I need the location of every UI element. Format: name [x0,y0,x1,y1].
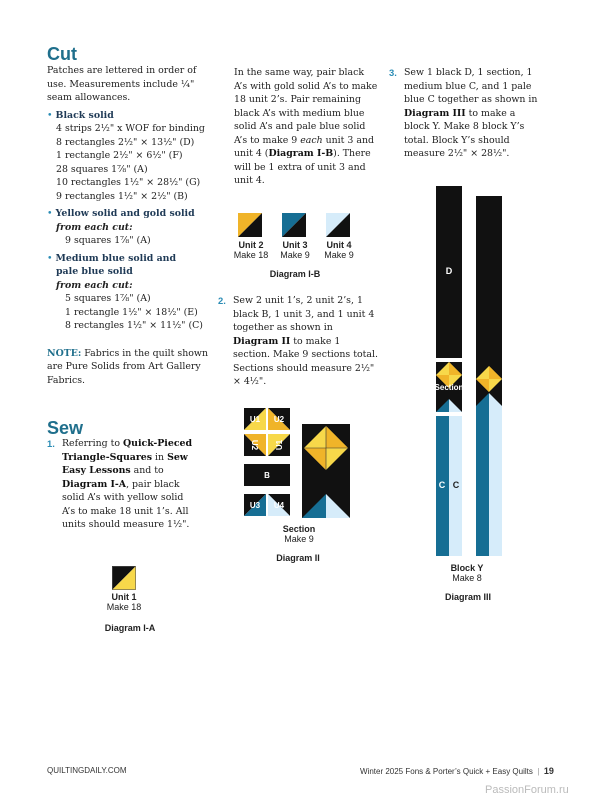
cut-line: 9 squares 1⅞" (A) [65,235,151,246]
page-number: 19 [543,766,554,776]
unit-2-title: Unit 2 [238,240,264,250]
cut-line: 28 squares 1⅞" (A) [56,163,148,175]
ref-diagram-ia: Diagram I-A [62,478,127,490]
iii-block-assembled [476,196,502,556]
para-text: ). There will be 1 extra of unit 3 and unit 4. [234,148,371,186]
ii-label-u4: U4 [273,501,285,510]
diagram-ib-squares [238,213,358,238]
ii-label-b: B [264,471,270,480]
diagram-ii-art [244,408,354,520]
ref-diagram-ii: Diagram II [233,335,291,347]
unit-1-square [112,566,136,590]
unit-1-caption [88,592,160,612]
ii-label-u1: U1 [249,415,261,424]
diagram-ib [238,213,358,242]
section-caption [264,524,334,544]
unit-3-square [282,213,306,237]
diagram-ii [244,408,354,524]
block-y-make: Make 8 [452,573,482,583]
unit-2-square [238,213,262,237]
unit-4-make: Make 9 [324,250,354,260]
group-blue-title-2: pale blue solid [56,266,133,277]
step-3 [389,66,539,161]
cut-line: 1 rectangle 1½" × 18½" (E) [65,306,198,318]
step-text: in [152,451,168,463]
diagram-iii-caption: Diagram III [444,592,491,602]
diagram-ib-caption: Diagram I-B [269,269,321,279]
cut-line: 9 rectangles 1½" × 2½" (B) [56,190,188,202]
step-text: , pair black solid A’s with yellow solid A’s to make 18 unit 1’s. All units should measure 1½". [62,478,190,530]
iii-label-c2: C [452,480,460,490]
cut-line: 5 squares 1⅞" (A) [65,293,151,304]
group-black: • Black solid [47,109,114,121]
from-each-cut: from each cut: [56,279,133,291]
note [47,347,212,388]
ii-section-assembled [302,424,350,518]
cut-heading: Cut [47,44,77,64]
unit-4-caption [314,240,364,260]
group-black-title: Black solid [55,109,114,121]
footer-issue: Winter 2025 Fons & Porter’s Quick + Easy Quilts | 19 [360,766,554,776]
section-title: Section [282,524,316,534]
ii-label-u2b: U2 [250,439,259,451]
unit-3-caption [270,240,320,260]
cut-line: 10 rectangles 1½" × 28½" (G) [56,177,201,188]
unit-4-title: Unit 4 [326,240,352,250]
ii-label-u3: U3 [249,501,261,510]
note-label: NOTE: [47,347,82,359]
step-2 [218,294,378,389]
cut-line: 1 rectangle 2½" × 6½" (F) [56,150,183,161]
step-text: and to [130,465,164,476]
section-make: Make 9 [284,534,314,544]
ref-sew-easy: Sew Easy Lessons [62,451,188,476]
footer-issue-text: Winter 2025 Fons & Porter’s Quick + Easy Quilts [360,767,533,776]
para-text: In the same way, pair black A’s with gold solid A’s to make 18 unit 2’s. Pair remaining black A’s with medium blue solid A’s and pale blue solid A’s to make 9 [234,67,378,146]
group-blue-title: Medium blue solid and [55,252,177,264]
iii-label-c1: C [438,480,446,490]
block-y-title: Block Y [450,563,484,573]
diagram-ia-caption: Diagram I-A [104,623,156,633]
group-blue: • Medium blue solid and [47,252,177,264]
group-yellow-title: Yellow solid and gold solid [55,208,195,219]
step-text: Referring to [62,438,123,449]
iii-label-section: Section [434,383,464,392]
block-y-caption [430,563,504,583]
cut-line: 8 rectangles 1½" × 11½" (C) [65,320,203,331]
unit-3-make: Make 9 [280,250,310,260]
step-text: Sew 2 unit 1’s, 2 unit 2’s, 1 black B, 1 unit 3, and 1 unit 4 together as shown in [233,295,375,333]
note-text: Fabrics in the quilt shown are Pure Solids from Art Gallery Fabrics. [47,347,208,386]
ref-diagram-iii: Diagram III [404,107,466,119]
diagram-ii-caption: Diagram II [276,553,320,563]
unit-3-title: Unit 3 [282,240,308,250]
cut-column [47,64,212,387]
ii-label-u1b: U1 [275,439,284,451]
diagram-iii-art [430,186,510,561]
unit-2-make: Make 18 [233,250,269,260]
ref-quick-pieced: Quick-Pieced Triangle-Squares [62,438,193,463]
para-text: unit 3 and unit 4 ( [234,134,374,159]
cut-line: 8 rectangles 2½" × 13½" (D) [56,136,195,148]
diagram-iii [430,186,510,565]
unit-1-make: Make 18 [106,602,142,612]
step-3-number: 3. [389,67,397,78]
step-text: to make 1 section. Make 9 sections total. Sections should measure 2½" × 4½". [233,335,378,387]
para-italic: each [300,134,323,146]
ii-label-u2: U2 [273,415,285,424]
cut-line: 4 strips 2½" x WOF for binding [56,123,205,134]
unit-2-caption [226,240,276,260]
unit-1-block [112,566,136,594]
from-each-cut: from each cut: [56,221,133,233]
unit-1-title: Unit 1 [111,592,137,602]
iii-label-d: D [445,266,453,276]
watermark: PassionForum.ru [485,784,569,796]
unit-4-square [326,213,350,237]
step-text: to make a block Y. Make 8 block Y’s total. Block Y’s should measure 2½" × 28½". [404,107,525,159]
sew-heading: Sew [47,418,84,438]
footer-site: QUILTINGDAILY.COM [47,766,127,775]
step-text: Sew 1 black D, 1 section, 1 medium blue C, and 1 pale blue C together as shown in [404,67,538,105]
cut-intro: Patches are lettered in order of use. Measurements include ¼" seam allowances. [47,65,197,103]
step-1 [47,437,197,532]
ref-diagram-ib: Diagram I-B [268,148,334,159]
step-2-number: 2. [218,295,226,306]
group-yellow-gold: • Yellow solid and gold solid [47,208,195,219]
col2-paragraph [234,66,379,188]
step-1-number: 1. [47,438,55,449]
